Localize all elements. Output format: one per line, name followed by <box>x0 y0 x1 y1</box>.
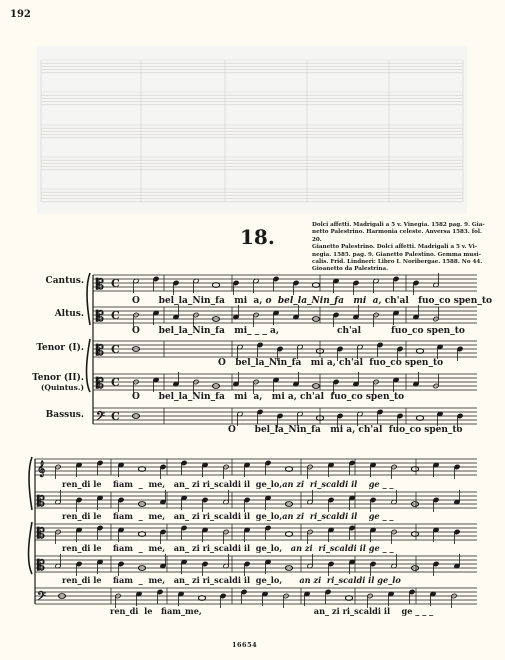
svg-text:𝄢: 𝄢 <box>37 590 47 606</box>
svg-text:C: C <box>111 309 120 322</box>
piece-number: 18. <box>240 225 275 249</box>
lyric-row-tenor1-s2: ren_di le fiam _ me, an_ zi ri_scaldi il ge_lo, an zi ri_scaldi il ge _ _ <box>62 543 394 553</box>
source-note-line: negia. 1585. pag. 9. Gianetto Palestino. Gemma musi- <box>312 251 481 258</box>
svg-text:C: C <box>111 410 120 423</box>
svg-text:𝄡: 𝄡 <box>96 309 104 325</box>
page-number: 192 <box>10 9 31 20</box>
lyric-row-tenor2-s2: ren_di le fiam _ me, an_ zi ri_scaldi il ge_lo, an zi ri_scaldi il ge_lo <box>62 575 401 585</box>
source-note-line: Gianetto Palestrino. Dolci affetti. Madrigali a 5 v. Vi- <box>312 244 478 251</box>
source-note-line: calis. Frid. Lindneri: Libro I. Noribergae. 1588. No 44. <box>312 259 483 266</box>
svg-text:𝄡: 𝄡 <box>96 376 104 392</box>
voice-label-tenor2: Tenor (II). <box>32 373 84 383</box>
lyric-row-altus-s2: ren_di le fiam _ me, an_ zi ri_scaldi il ge_lo,an zi ri_scaldi il ge _ _ <box>62 511 394 521</box>
lyric-row-cantus-s1: O bel_la_Nin_fa mi a, o bel_la_Nin_fa mi a, ch'al fuo_co spen_to <box>132 296 492 306</box>
svg-text:𝄡: 𝄡 <box>37 558 45 574</box>
voice-label-bassus: Bassus. <box>45 410 84 420</box>
lyric: O <box>132 296 140 306</box>
svg-text:𝄡: 𝄡 <box>96 343 104 359</box>
lyric-row-cantus-s2: ren_di le fiam _ me, an_ zi ri_scaldi il ge_lo,an zi ri_scaldi il ge _ _ <box>62 479 394 489</box>
lyric-row-altus-s1: O bel_la_Nin_fa mi_ _ _ a, ch'al fuo_co spen_to <box>132 326 465 336</box>
source-note-line: Gioanetto da Palestrina. <box>312 266 389 273</box>
voice-label-altus: Altus. <box>54 309 84 319</box>
svg-text:𝄡: 𝄡 <box>37 526 45 542</box>
svg-text:𝄞: 𝄞 <box>37 461 46 477</box>
source-note-line: netto Palestrino. Harmonia celeste. Anversa 1583. fol. 20. <box>312 229 482 243</box>
voice-label-cantus: Cantus. <box>45 276 84 286</box>
source-note-line: Dolci affetti. Madrigali a 5 v. Vinegia. 1582 pag. 9. Gia- <box>312 222 485 228</box>
lyric-row-bassus-s1: O bel_la_Nin_fa mi a, ch'al fuo_co spen_to <box>228 425 463 435</box>
svg-text:𝄡: 𝄡 <box>37 494 45 510</box>
voice-label-quintus: (Quintus.) <box>40 383 84 392</box>
svg-text:C: C <box>111 343 120 356</box>
lyric-row-tenor2-s1: O bel_la_Nin_fa mi a, mi a, ch'al fuo_co spen_to <box>132 392 405 402</box>
svg-text:𝄡: 𝄡 <box>96 277 104 293</box>
voice-label-tenor1: Tenor (I). <box>36 343 84 353</box>
svg-text:C: C <box>111 277 120 290</box>
svg-text:C: C <box>111 376 120 389</box>
plate-number: 16654 <box>232 641 258 649</box>
lyric-row-bassus-s2: ren_di le fiam_me, an_ zi ri_scaldi il ge _ _ _ <box>110 606 434 616</box>
lyric-row-tenor1-s1: O bel_la_Nin_fa mi a, ch'al fuo_co spen_to <box>218 358 444 368</box>
svg-text:𝄢: 𝄢 <box>96 410 106 426</box>
